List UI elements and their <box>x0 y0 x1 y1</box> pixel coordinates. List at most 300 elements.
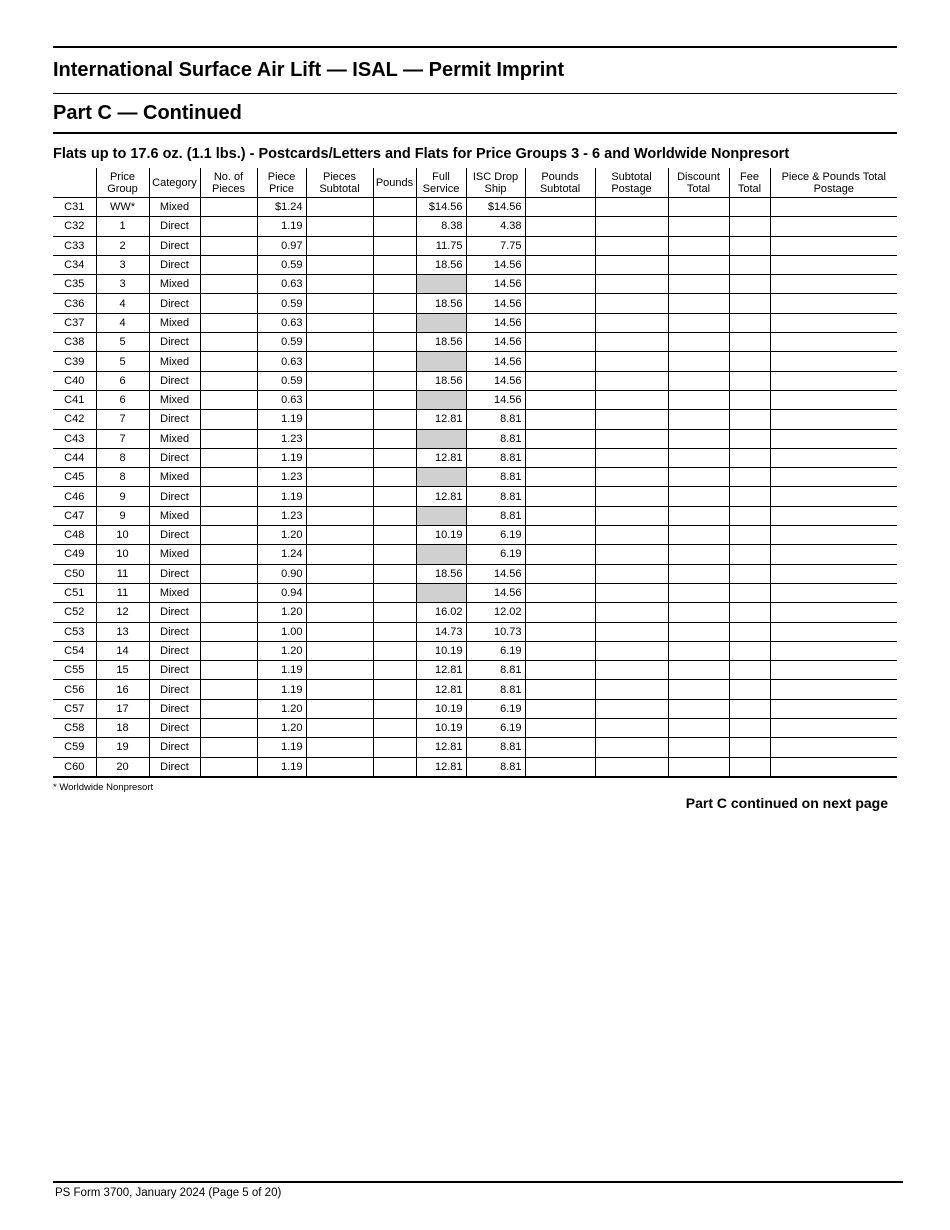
pieces-entry-cell[interactable] <box>200 526 257 545</box>
total-postage-entry-cell[interactable] <box>770 680 897 699</box>
table-row <box>53 738 897 757</box>
discount-total-entry-cell[interactable] <box>668 468 729 487</box>
total-postage-entry-cell[interactable] <box>770 352 897 371</box>
piece-price-cell: 1.19 <box>257 661 306 680</box>
pounds-subtotal-entry-cell[interactable] <box>525 390 595 409</box>
pounds-subtotal-entry-cell[interactable] <box>525 313 595 332</box>
fee-total-entry-cell[interactable] <box>729 506 770 525</box>
subtotal-postage-entry-cell[interactable] <box>595 294 668 313</box>
pounds-subtotal-entry-cell[interactable] <box>525 757 595 777</box>
subtotal-postage-entry-cell[interactable] <box>595 757 668 777</box>
pounds-subtotal-entry-cell[interactable] <box>525 448 595 467</box>
pounds-entry-cell[interactable] <box>373 719 416 738</box>
pieces-subtotal-entry-cell[interactable] <box>306 661 373 680</box>
pounds-subtotal-entry-cell[interactable] <box>525 333 595 352</box>
pounds-entry-cell[interactable] <box>373 468 416 487</box>
discount-total-entry-cell[interactable] <box>668 622 729 641</box>
part-subtitle: Part C — Continued <box>53 102 242 124</box>
column-header-subtotal-postage: Subtotal Postage <box>595 168 668 198</box>
total-postage-entry-cell[interactable] <box>770 275 897 294</box>
table-row <box>53 583 897 602</box>
pounds-subtotal-entry-cell[interactable] <box>525 468 595 487</box>
pieces-entry-cell[interactable] <box>200 255 257 274</box>
total-postage-entry-cell[interactable] <box>770 217 897 236</box>
pounds-entry-cell[interactable] <box>373 603 416 622</box>
full-service-cell: 14.73 <box>416 622 466 641</box>
discount-total-entry-cell[interactable] <box>668 371 729 390</box>
discount-total-entry-cell[interactable] <box>668 680 729 699</box>
total-postage-entry-cell[interactable] <box>770 487 897 506</box>
pieces-entry-cell[interactable] <box>200 699 257 718</box>
fee-total-entry-cell[interactable] <box>729 255 770 274</box>
column-header-pounds-subtotal: Pounds Subtotal <box>525 168 595 198</box>
pieces-subtotal-entry-cell[interactable] <box>306 564 373 583</box>
subtotal-postage-entry-cell[interactable] <box>595 468 668 487</box>
pieces-subtotal-entry-cell[interactable] <box>306 641 373 660</box>
pieces-entry-cell[interactable] <box>200 313 257 332</box>
isc-drop-ship-cell: 14.56 <box>466 390 525 409</box>
subtotal-postage-entry-cell[interactable] <box>595 410 668 429</box>
total-postage-entry-cell[interactable] <box>770 719 897 738</box>
pounds-subtotal-entry-cell[interactable] <box>525 352 595 371</box>
discount-total-entry-cell[interactable] <box>668 757 729 777</box>
isc-drop-ship-cell: 8.81 <box>466 661 525 680</box>
fee-total-entry-cell[interactable] <box>729 583 770 602</box>
pieces-subtotal-entry-cell[interactable] <box>306 699 373 718</box>
pieces-entry-cell[interactable] <box>200 603 257 622</box>
pieces-entry-cell[interactable] <box>200 275 257 294</box>
form-title: International Surface Air Lift — ISAL — Permit Imprint <box>53 59 565 81</box>
total-postage-entry-cell[interactable] <box>770 641 897 660</box>
pounds-entry-cell[interactable] <box>373 410 416 429</box>
fee-total-entry-cell[interactable] <box>729 352 770 371</box>
group-cell: 8 <box>96 468 149 487</box>
subtotal-postage-entry-cell[interactable] <box>595 699 668 718</box>
column-header-pieces: No. of Pieces <box>200 168 257 198</box>
pounds-subtotal-entry-cell[interactable] <box>525 506 595 525</box>
pounds-entry-cell[interactable] <box>373 236 416 255</box>
pounds-entry-cell[interactable] <box>373 313 416 332</box>
pounds-entry-cell[interactable] <box>373 255 416 274</box>
pounds-entry-cell[interactable] <box>373 333 416 352</box>
subtotal-postage-entry-cell[interactable] <box>595 641 668 660</box>
subtotal-postage-entry-cell[interactable] <box>595 352 668 371</box>
pieces-entry-cell[interactable] <box>200 545 257 564</box>
subtotal-postage-entry-cell[interactable] <box>595 217 668 236</box>
piece-price-cell: 1.23 <box>257 506 306 525</box>
pieces-subtotal-entry-cell[interactable] <box>306 198 373 217</box>
pieces-subtotal-entry-cell[interactable] <box>306 294 373 313</box>
pounds-subtotal-entry-cell[interactable] <box>525 661 595 680</box>
subtotal-postage-entry-cell[interactable] <box>595 236 668 255</box>
fee-total-entry-cell[interactable] <box>729 236 770 255</box>
subtotal-postage-entry-cell[interactable] <box>595 313 668 332</box>
total-postage-entry-cell[interactable] <box>770 198 897 217</box>
column-header-pieces-subtotal: Pieces Subtotal <box>306 168 373 198</box>
pieces-entry-cell[interactable] <box>200 410 257 429</box>
line-cell: C38 <box>53 333 96 352</box>
total-postage-entry-cell[interactable] <box>770 757 897 777</box>
total-postage-entry-cell[interactable] <box>770 371 897 390</box>
discount-total-entry-cell[interactable] <box>668 217 729 236</box>
fee-total-entry-cell[interactable] <box>729 526 770 545</box>
pieces-subtotal-entry-cell[interactable] <box>306 680 373 699</box>
table-row <box>53 487 897 506</box>
fee-total-entry-cell[interactable] <box>729 429 770 448</box>
total-postage-entry-cell[interactable] <box>770 468 897 487</box>
pounds-entry-cell[interactable] <box>373 352 416 371</box>
discount-total-entry-cell[interactable] <box>668 641 729 660</box>
subtotal-postage-entry-cell[interactable] <box>595 448 668 467</box>
line-cell: C37 <box>53 313 96 332</box>
line-cell: C42 <box>53 410 96 429</box>
total-postage-entry-cell[interactable] <box>770 294 897 313</box>
total-postage-entry-cell[interactable] <box>770 526 897 545</box>
subtitle-divider <box>53 132 897 134</box>
pieces-subtotal-entry-cell[interactable] <box>306 236 373 255</box>
isc-drop-ship-cell: 14.56 <box>466 564 525 583</box>
piece-price-cell: 1.19 <box>257 738 306 757</box>
total-postage-entry-cell[interactable] <box>770 410 897 429</box>
table-row <box>53 699 897 718</box>
pieces-subtotal-entry-cell[interactable] <box>306 275 373 294</box>
pounds-subtotal-entry-cell[interactable] <box>525 217 595 236</box>
subtotal-postage-entry-cell[interactable] <box>595 603 668 622</box>
fee-total-entry-cell[interactable] <box>729 410 770 429</box>
pieces-subtotal-entry-cell[interactable] <box>306 719 373 738</box>
discount-total-entry-cell[interactable] <box>668 410 729 429</box>
pounds-entry-cell[interactable] <box>373 198 416 217</box>
discount-total-entry-cell[interactable] <box>668 255 729 274</box>
discount-total-entry-cell[interactable] <box>668 526 729 545</box>
pounds-subtotal-entry-cell[interactable] <box>525 255 595 274</box>
total-postage-entry-cell[interactable] <box>770 603 897 622</box>
fee-total-entry-cell[interactable] <box>729 661 770 680</box>
total-postage-entry-cell[interactable] <box>770 333 897 352</box>
total-postage-entry-cell[interactable] <box>770 699 897 718</box>
category-cell: Mixed <box>149 429 200 448</box>
title-divider <box>53 93 897 94</box>
pounds-subtotal-entry-cell[interactable] <box>525 719 595 738</box>
pounds-subtotal-entry-cell[interactable] <box>525 371 595 390</box>
pounds-entry-cell[interactable] <box>373 526 416 545</box>
column-header-isc-drop-ship: ISC Drop Ship <box>466 168 525 198</box>
pieces-subtotal-entry-cell[interactable] <box>306 390 373 409</box>
subtotal-postage-entry-cell[interactable] <box>595 255 668 274</box>
pounds-subtotal-entry-cell[interactable] <box>525 487 595 506</box>
top-rule <box>53 46 897 48</box>
subtotal-postage-entry-cell[interactable] <box>595 198 668 217</box>
pieces-entry-cell[interactable] <box>200 217 257 236</box>
pieces-subtotal-entry-cell[interactable] <box>306 410 373 429</box>
subtotal-postage-entry-cell[interactable] <box>595 719 668 738</box>
fee-total-entry-cell[interactable] <box>729 603 770 622</box>
subtotal-postage-entry-cell[interactable] <box>595 506 668 525</box>
pounds-entry-cell[interactable] <box>373 699 416 718</box>
subtotal-postage-entry-cell[interactable] <box>595 738 668 757</box>
column-header-pounds: Pounds <box>373 168 416 198</box>
pounds-subtotal-entry-cell[interactable] <box>525 236 595 255</box>
subtotal-postage-entry-cell[interactable] <box>595 390 668 409</box>
line-cell: C31 <box>53 198 96 217</box>
fee-total-entry-cell[interactable] <box>729 564 770 583</box>
fee-total-entry-cell[interactable] <box>729 313 770 332</box>
pieces-subtotal-entry-cell[interactable] <box>306 448 373 467</box>
pieces-entry-cell[interactable] <box>200 333 257 352</box>
discount-total-entry-cell[interactable] <box>668 429 729 448</box>
fee-total-entry-cell[interactable] <box>729 757 770 777</box>
discount-total-entry-cell[interactable] <box>668 275 729 294</box>
group-cell: 7 <box>96 429 149 448</box>
pieces-entry-cell[interactable] <box>200 757 257 777</box>
pounds-subtotal-entry-cell[interactable] <box>525 275 595 294</box>
pieces-entry-cell[interactable] <box>200 294 257 313</box>
discount-total-entry-cell[interactable] <box>668 313 729 332</box>
subtotal-postage-entry-cell[interactable] <box>595 545 668 564</box>
fee-total-entry-cell[interactable] <box>729 275 770 294</box>
pieces-subtotal-entry-cell[interactable] <box>306 506 373 525</box>
footer-rule <box>53 1181 903 1183</box>
pieces-subtotal-entry-cell[interactable] <box>306 333 373 352</box>
line-cell: C51 <box>53 583 96 602</box>
pounds-entry-cell[interactable] <box>373 371 416 390</box>
pounds-subtotal-entry-cell[interactable] <box>525 410 595 429</box>
pounds-entry-cell[interactable] <box>373 217 416 236</box>
pieces-entry-cell[interactable] <box>200 371 257 390</box>
table-row <box>53 333 897 352</box>
pieces-subtotal-entry-cell[interactable] <box>306 371 373 390</box>
discount-total-entry-cell[interactable] <box>668 236 729 255</box>
pounds-entry-cell[interactable] <box>373 738 416 757</box>
discount-total-entry-cell[interactable] <box>668 545 729 564</box>
pieces-entry-cell[interactable] <box>200 622 257 641</box>
pieces-subtotal-entry-cell[interactable] <box>306 255 373 274</box>
fee-total-entry-cell[interactable] <box>729 545 770 564</box>
line-cell: C44 <box>53 448 96 467</box>
pounds-entry-cell[interactable] <box>373 506 416 525</box>
group-cell: 13 <box>96 622 149 641</box>
subtotal-postage-entry-cell[interactable] <box>595 622 668 641</box>
pieces-subtotal-entry-cell[interactable] <box>306 545 373 564</box>
category-cell: Direct <box>149 217 200 236</box>
isc-drop-ship-cell: 6.19 <box>466 545 525 564</box>
pieces-subtotal-entry-cell[interactable] <box>306 313 373 332</box>
group-cell: 7 <box>96 410 149 429</box>
total-postage-entry-cell[interactable] <box>770 622 897 641</box>
total-postage-entry-cell[interactable] <box>770 661 897 680</box>
fee-total-entry-cell[interactable] <box>729 448 770 467</box>
piece-price-cell: 1.20 <box>257 699 306 718</box>
subtotal-postage-entry-cell[interactable] <box>595 275 668 294</box>
pieces-entry-cell[interactable] <box>200 738 257 757</box>
table-row <box>53 526 897 545</box>
fee-total-entry-cell[interactable] <box>729 371 770 390</box>
pounds-entry-cell[interactable] <box>373 661 416 680</box>
discount-total-entry-cell[interactable] <box>668 487 729 506</box>
total-postage-entry-cell[interactable] <box>770 313 897 332</box>
fee-total-entry-cell[interactable] <box>729 487 770 506</box>
pieces-entry-cell[interactable] <box>200 236 257 255</box>
subtotal-postage-entry-cell[interactable] <box>595 564 668 583</box>
line-cell: C56 <box>53 680 96 699</box>
full-service-cell: 10.19 <box>416 719 466 738</box>
full-service-cell: 12.81 <box>416 661 466 680</box>
pounds-subtotal-entry-cell[interactable] <box>525 294 595 313</box>
pieces-subtotal-entry-cell[interactable] <box>306 526 373 545</box>
pieces-subtotal-entry-cell[interactable] <box>306 738 373 757</box>
pieces-entry-cell[interactable] <box>200 468 257 487</box>
total-postage-entry-cell[interactable] <box>770 738 897 757</box>
line-cell: C50 <box>53 564 96 583</box>
pounds-entry-cell[interactable] <box>373 641 416 660</box>
pounds-subtotal-entry-cell[interactable] <box>525 680 595 699</box>
pounds-entry-cell[interactable] <box>373 622 416 641</box>
pounds-entry-cell[interactable] <box>373 545 416 564</box>
isc-drop-ship-cell: 14.56 <box>466 313 525 332</box>
pieces-entry-cell[interactable] <box>200 390 257 409</box>
total-postage-entry-cell[interactable] <box>770 236 897 255</box>
pieces-entry-cell[interactable] <box>200 448 257 467</box>
subtotal-postage-entry-cell[interactable] <box>595 371 668 390</box>
pounds-subtotal-entry-cell[interactable] <box>525 583 595 602</box>
pounds-entry-cell[interactable] <box>373 390 416 409</box>
total-postage-entry-cell[interactable] <box>770 448 897 467</box>
table-row <box>53 506 897 525</box>
fee-total-entry-cell[interactable] <box>729 699 770 718</box>
pounds-entry-cell[interactable] <box>373 275 416 294</box>
pieces-subtotal-entry-cell[interactable] <box>306 583 373 602</box>
pounds-subtotal-entry-cell[interactable] <box>525 429 595 448</box>
pieces-entry-cell[interactable] <box>200 641 257 660</box>
piece-price-cell: 1.00 <box>257 622 306 641</box>
discount-total-entry-cell[interactable] <box>668 738 729 757</box>
pieces-entry-cell[interactable] <box>200 487 257 506</box>
total-postage-entry-cell[interactable] <box>770 390 897 409</box>
pounds-subtotal-entry-cell[interactable] <box>525 564 595 583</box>
pounds-subtotal-entry-cell[interactable] <box>525 198 595 217</box>
pieces-subtotal-entry-cell[interactable] <box>306 622 373 641</box>
pieces-entry-cell[interactable] <box>200 506 257 525</box>
subtotal-postage-entry-cell[interactable] <box>595 583 668 602</box>
category-cell: Direct <box>149 680 200 699</box>
pieces-entry-cell[interactable] <box>200 661 257 680</box>
subtotal-postage-entry-cell[interactable] <box>595 333 668 352</box>
pounds-subtotal-entry-cell[interactable] <box>525 622 595 641</box>
pieces-entry-cell[interactable] <box>200 198 257 217</box>
fee-total-entry-cell[interactable] <box>729 719 770 738</box>
total-postage-entry-cell[interactable] <box>770 545 897 564</box>
fee-total-entry-cell[interactable] <box>729 217 770 236</box>
pieces-entry-cell[interactable] <box>200 719 257 738</box>
subtotal-postage-entry-cell[interactable] <box>595 526 668 545</box>
table-row <box>53 545 897 564</box>
pounds-subtotal-entry-cell[interactable] <box>525 641 595 660</box>
discount-total-entry-cell[interactable] <box>668 603 729 622</box>
discount-total-entry-cell[interactable] <box>668 294 729 313</box>
fee-total-entry-cell[interactable] <box>729 622 770 641</box>
pounds-entry-cell[interactable] <box>373 294 416 313</box>
pounds-entry-cell[interactable] <box>373 680 416 699</box>
pounds-subtotal-entry-cell[interactable] <box>525 526 595 545</box>
discount-total-entry-cell[interactable] <box>668 661 729 680</box>
fee-total-entry-cell[interactable] <box>729 738 770 757</box>
total-postage-entry-cell[interactable] <box>770 429 897 448</box>
discount-total-entry-cell[interactable] <box>668 390 729 409</box>
fee-total-entry-cell[interactable] <box>729 198 770 217</box>
pieces-entry-cell[interactable] <box>200 564 257 583</box>
total-postage-entry-cell[interactable] <box>770 255 897 274</box>
discount-total-entry-cell[interactable] <box>668 506 729 525</box>
line-cell: C52 <box>53 603 96 622</box>
subtotal-postage-entry-cell[interactable] <box>595 661 668 680</box>
category-cell: Direct <box>149 294 200 313</box>
pounds-entry-cell[interactable] <box>373 487 416 506</box>
pieces-subtotal-entry-cell[interactable] <box>306 468 373 487</box>
pounds-subtotal-entry-cell[interactable] <box>525 603 595 622</box>
fee-total-entry-cell[interactable] <box>729 468 770 487</box>
fee-total-entry-cell[interactable] <box>729 333 770 352</box>
group-cell: 11 <box>96 583 149 602</box>
piece-price-cell: 0.90 <box>257 564 306 583</box>
discount-total-entry-cell[interactable] <box>668 719 729 738</box>
total-postage-entry-cell[interactable] <box>770 564 897 583</box>
pounds-entry-cell[interactable] <box>373 429 416 448</box>
discount-total-entry-cell[interactable] <box>668 583 729 602</box>
discount-total-entry-cell[interactable] <box>668 448 729 467</box>
pieces-subtotal-entry-cell[interactable] <box>306 217 373 236</box>
pieces-entry-cell[interactable] <box>200 352 257 371</box>
discount-total-entry-cell[interactable] <box>668 333 729 352</box>
discount-total-entry-cell[interactable] <box>668 564 729 583</box>
piece-price-cell: 0.59 <box>257 333 306 352</box>
fee-total-entry-cell[interactable] <box>729 641 770 660</box>
fee-total-entry-cell[interactable] <box>729 680 770 699</box>
subtotal-postage-entry-cell[interactable] <box>595 680 668 699</box>
pieces-entry-cell[interactable] <box>200 429 257 448</box>
pounds-subtotal-entry-cell[interactable] <box>525 738 595 757</box>
pounds-entry-cell[interactable] <box>373 757 416 777</box>
pieces-subtotal-entry-cell[interactable] <box>306 429 373 448</box>
pounds-subtotal-entry-cell[interactable] <box>525 545 595 564</box>
table-row <box>53 236 897 255</box>
discount-total-entry-cell[interactable] <box>668 699 729 718</box>
full-service-cell: 11.75 <box>416 236 466 255</box>
table-header-row <box>53 168 897 198</box>
pieces-subtotal-entry-cell[interactable] <box>306 603 373 622</box>
pieces-subtotal-entry-cell[interactable] <box>306 757 373 777</box>
table-row <box>53 275 897 294</box>
total-postage-entry-cell[interactable] <box>770 583 897 602</box>
pounds-entry-cell[interactable] <box>373 448 416 467</box>
pieces-subtotal-entry-cell[interactable] <box>306 352 373 371</box>
total-postage-entry-cell[interactable] <box>770 506 897 525</box>
discount-total-entry-cell[interactable] <box>668 352 729 371</box>
fee-total-entry-cell[interactable] <box>729 390 770 409</box>
discount-total-entry-cell[interactable] <box>668 198 729 217</box>
fee-total-entry-cell[interactable] <box>729 294 770 313</box>
subtotal-postage-entry-cell[interactable] <box>595 487 668 506</box>
pounds-entry-cell[interactable] <box>373 564 416 583</box>
table-row <box>53 390 897 409</box>
pounds-entry-cell[interactable] <box>373 583 416 602</box>
table-row <box>53 294 897 313</box>
pieces-entry-cell[interactable] <box>200 680 257 699</box>
group-cell: 10 <box>96 526 149 545</box>
subtotal-postage-entry-cell[interactable] <box>595 429 668 448</box>
pieces-entry-cell[interactable] <box>200 583 257 602</box>
pounds-subtotal-entry-cell[interactable] <box>525 699 595 718</box>
pieces-subtotal-entry-cell[interactable] <box>306 487 373 506</box>
